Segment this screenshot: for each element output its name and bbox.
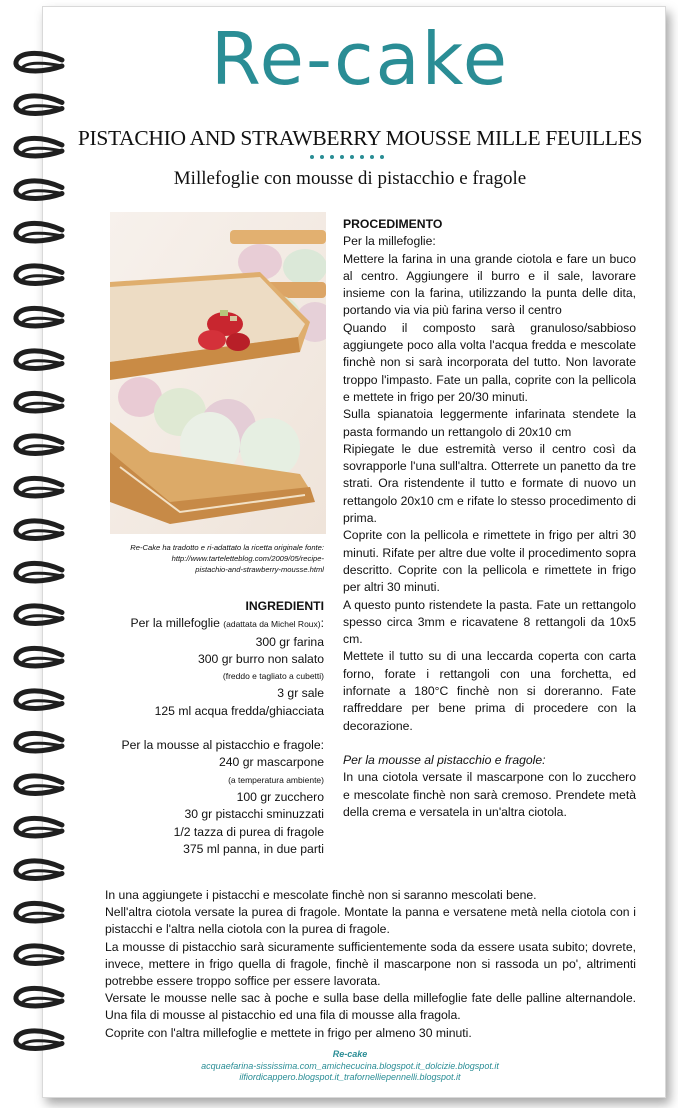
procedure-paragraph: Sulla spianatoia leggermente infarinata stendete la pasta formando un rettangolo di 20x10 cm: [343, 407, 636, 439]
footer-link-2[interactable]: ilfiordicappero.blogspot.it_trafornelliepennelli.blogspot.it: [239, 1072, 461, 1082]
procedure-paragraph: A questo punto ristendete la pasta. Fate un rettangolo spesso circa 3mm e ricavatene 8 rettangoli da 10x5 cm.: [343, 597, 636, 647]
footer-brand: Re-cake: [332, 1049, 368, 1059]
procedure-paragraph: Coprite con la pellicola e rimettete in frigo per altri 30 minuti. Rifate per altre due volte il procedimento sopra descritto. Coprite con la pellicola e rimettete in frigo per altri 30 minuti.: [343, 528, 636, 595]
ingredient-note: (freddo e tagliato a cubetti): [222, 671, 324, 682]
ingredients-heading: INGREDIENTI: [245, 599, 324, 613]
procedure-heading: PROCEDIMENTO: [343, 217, 443, 231]
dessert-photo: [110, 212, 326, 534]
procedure-paragraph: Mettete il tutto su di una leccarda coperta con carta forno, forate i rettangoli con una forchetta, ed infornate a 180°C finchè non si doreranno. Fate raffreddare per bene prima di procedere con la decorazione.: [343, 649, 636, 733]
ingredient-line: 125 ml acqua fredda/ghiacciata: [154, 703, 324, 718]
logo-text: Re-cake: [210, 17, 510, 101]
mousse-label: Per la mousse al pistacchio e fragole:: [121, 738, 324, 753]
final-step-paragraph: La mousse di pistacchio sarà sicuramente sufficientemente soda da essere usata subito; dovrete, invece, mettere in frigo quella di fragole, finchè il mascarpone non si rassoda un po', altrimenti potrebbe essere troppo soffice per essere lavorata.: [105, 939, 636, 989]
procedure-paragraph: Ripiegate le due estremità verso il centro così da sovrapporle l'una sull'altra. Otterrete un panetto da tre strati. Ora ristendente il tutto e formate di nuovo un rettangolo 20x10 cm e rifate lo stesso procedimento di prima.: [343, 441, 636, 526]
title-english: PISTACHIO AND STRAWBERRY MOUSSE MILLE FEUILLES: [77, 126, 643, 150]
footer-credits: [150, 1049, 550, 1084]
ingredients-section: [100, 598, 324, 858]
caption-url-1: http://www.tarteletteblog.com/2009/05/recipe-: [171, 554, 324, 563]
ingredient-note: (a temperatura ambiente): [228, 774, 324, 785]
pastry-label: Per la millefoglie: [130, 616, 220, 631]
final-steps: [105, 887, 636, 1042]
pastry-colon: :: [320, 616, 324, 631]
ingredient-line: 375 ml panna, in due parti: [183, 841, 324, 856]
photo-caption: [96, 542, 324, 575]
mousse-subheading: Per la mousse al pistacchio e fragole:: [343, 752, 546, 767]
final-step-paragraph: Nell'altra ciotola versate la purea di fragole. Montate la panna e versatene metà nella ciotola con i pistacchi e l'altra nella ciotola con la purea di fragole.: [105, 905, 636, 937]
final-step-paragraph: In una aggiungete i pistacchi e mescolate finchè non si saranno mescolati bene.: [105, 888, 537, 902]
procedure-paragraph: Quando il composto sarà granuloso/sabbioso aggiungete poco alla volta l'acqua fredda e mescolate finchè non si sarà incorporata del tutto. Non lavorate troppo l'impasto. Fate un palla, coprite con la pellicola e mettete in frigo per 20/30 minuti.: [343, 320, 636, 404]
ingredient-line: 100 gr zucchero: [236, 789, 324, 804]
ingredient-line: 300 gr farina: [255, 634, 324, 649]
procedure-paragraph: In una ciotola versate il mascarpone con lo zucchero e mescolate finchè non sarà cremoso. Prendete metà della crema e versatela in un'altra ciotola.: [343, 770, 636, 819]
final-step-paragraph: Coprite con l'altra millefoglie e mettete in frigo per almeno 30 minuti.: [105, 1025, 472, 1040]
title-italian: Millefoglie con mousse di pistacchio e fragole: [173, 168, 527, 189]
procedure-subheading: Per la millefoglie:: [343, 234, 436, 249]
procedure-section: [343, 216, 636, 821]
ingredient-line: 300 gr burro non salato: [197, 651, 324, 666]
footer-link-1[interactable]: acquaefarina-sississima.com_amichecucina.blogspot.it_dolcizie.blogspot.it: [201, 1060, 499, 1071]
ingredient-line: 240 gr mascarpone: [218, 755, 324, 770]
divider-dots: [308, 152, 392, 162]
pastry-label-line: [100, 615, 324, 633]
ingredient-line: 30 gr pistacchi sminuzzati: [184, 807, 324, 822]
pastry-note: (adattata da Michel Roux): [223, 619, 321, 630]
ingredient-line: 1/2 tazza di purea di fragole: [173, 824, 324, 839]
caption-url-2: pistachio-and-strawberry-mousse.html: [195, 565, 324, 574]
notebook-spiral: [0, 0, 90, 1108]
ingredient-line: 3 gr sale: [277, 686, 324, 701]
caption-credit: Re-Cake ha tradotto e ri-adattato la ricetta originale fonte:: [130, 543, 324, 552]
final-step-paragraph: Versate le mousse nelle sac à poche e sulla base della millefoglie fate delle palline alternandole. Una fila di mousse al pistacchio ed una fila di mousse alla fragola.: [105, 991, 636, 1023]
procedure-paragraph: Mettere la farina in una grande ciotola e fare un buco al centro. Aggiungere il burro e il sale, lavorare insieme con la farina, utilizzando la punta delle dita, portando via via più farina verso il centro: [343, 251, 636, 318]
